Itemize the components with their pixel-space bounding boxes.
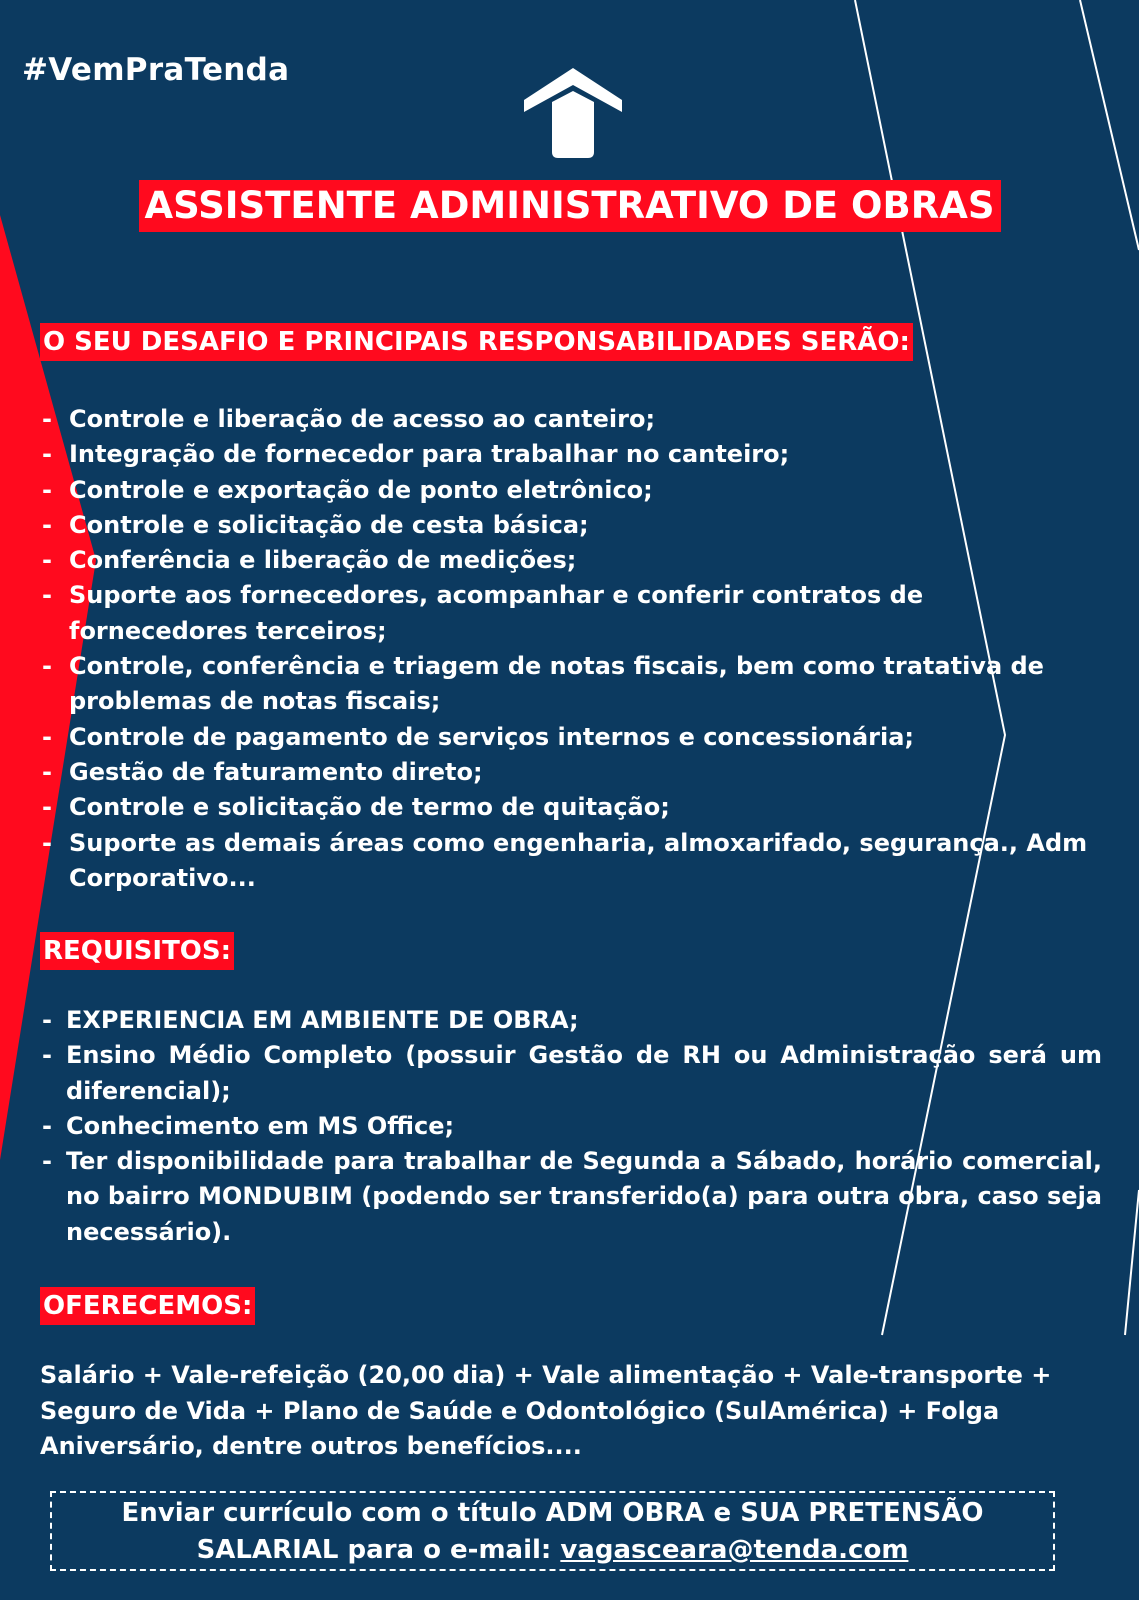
responsibilities-list: [42, 402, 1092, 896]
email-link[interactable]: vagasceara@tenda.com: [560, 1535, 909, 1565]
cta-line-1: Enviar currículo com o título ADM OBRA e SUA PRETENSÃO: [121, 1498, 984, 1528]
responsibility-item: - Integração de fornecedor para trabalhar no canteiro;: [42, 437, 1092, 472]
responsibility-item: - Gestão de faturamento direto;: [42, 755, 1092, 790]
cta-line-2-prefix: SALARIAL para o e-mail:: [196, 1535, 561, 1565]
responsibility-item: - Controle e exportação de ponto eletrônico;: [42, 473, 1092, 508]
responsibilities-heading: O SEU DESAFIO E PRINCIPAIS RESPONSABILIDADES SERÃO:: [40, 323, 913, 361]
responsibility-item: - Controle e solicitação de termo de quitação;: [42, 790, 1092, 825]
requirement-item: - Ter disponibilidade para trabalhar de Segunda a Sábado, horário comercial, no bairro MONDUBIM (podendo ser transferido(a) para outra obra, caso seja necessário).: [42, 1144, 1102, 1250]
hashtag: #VemPraTenda: [22, 52, 290, 88]
requirement-item: - Ensino Médio Completo (possuir Gestão de RH ou Administração será um diferencial);: [42, 1038, 1102, 1109]
responsibility-item: - Suporte as demais áreas como engenharia, almoxarifado, segurança., Adm Corporativo...: [42, 826, 1092, 897]
offer-heading: OFERECEMOS:: [40, 1287, 255, 1325]
cta-box: [50, 1491, 1055, 1571]
title-container: [0, 180, 1139, 232]
responsibility-item: - Controle de pagamento de serviços internos e concessionária;: [42, 720, 1092, 755]
job-title: ASSISTENTE ADMINISTRATIVO DE OBRAS: [139, 180, 1001, 232]
offer-text: Salário + Vale-refeição (20,00 dia) + Vale alimentação + Vale-transporte + Seguro de Vida + Plano de Saúde e Odontológico (SulAmérica) + Folga Aniversário, dentre outros benefícios....: [40, 1361, 1052, 1460]
diagonal-line-lower-right: [1125, 1190, 1139, 1335]
requirement-item: - Conhecimento em MS Office;: [42, 1109, 1102, 1144]
tenda-logo-icon: [524, 68, 622, 160]
requirement-item: - EXPERIENCIA EM AMBIENTE DE OBRA;: [42, 1003, 1102, 1038]
responsibility-item: - Controle e solicitação de cesta básica;: [42, 508, 1092, 543]
responsibility-item: - Controle, conferência e triagem de notas fiscais, bem como tratativa de problemas de notas fiscais;: [42, 649, 1092, 720]
responsibility-item: - Suporte aos fornecedores, acompanhar e conferir contratos de fornecedores terceiros;: [42, 578, 1092, 649]
responsibility-item: - Controle e liberação de acesso ao canteiro;: [42, 402, 1092, 437]
cta-line-2: [52, 1532, 1053, 1569]
requirements-heading: REQUISITOS:: [40, 932, 234, 970]
responsibility-item: - Conferência e liberação de medições;: [42, 543, 1092, 578]
requirements-list: [42, 1003, 1102, 1250]
